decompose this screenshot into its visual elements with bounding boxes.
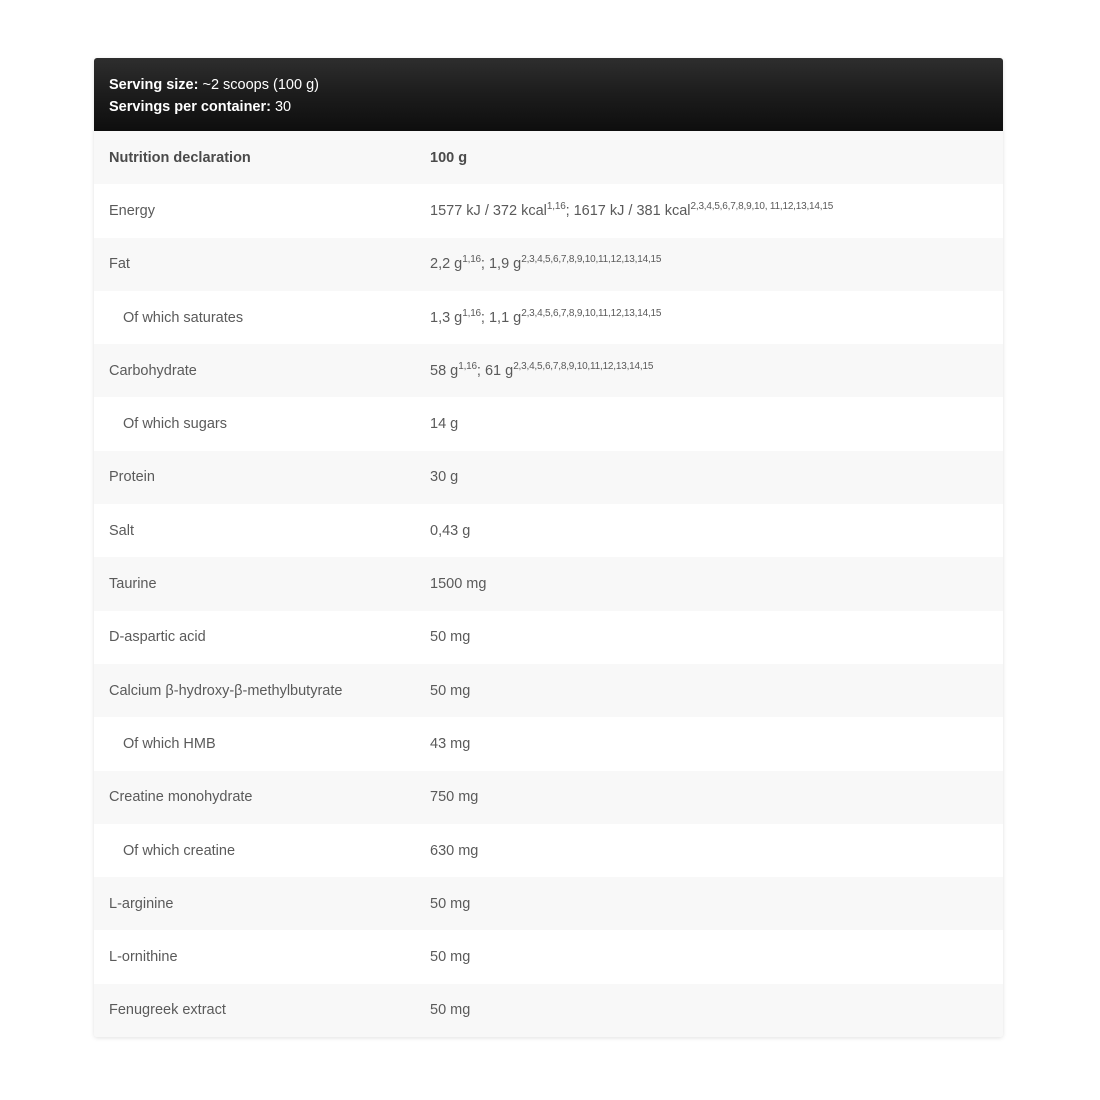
row-label: Creatine monohydrate	[109, 789, 253, 806]
table-row	[94, 877, 1003, 930]
table-row	[94, 184, 1003, 237]
table-row	[94, 557, 1003, 610]
row-label: Taurine	[109, 576, 157, 593]
row-label: Energy	[109, 202, 155, 219]
nutrition-table-card	[94, 58, 1003, 1037]
row-value: 43 mg	[430, 735, 471, 752]
row-value: 58 $g^{1,16}$; 61 $g^{2,3,4,5,6,7,8,9,10,11,12,13,14,15}$	[430, 360, 654, 379]
table-row	[94, 664, 1003, 717]
row-label: Fat	[109, 256, 130, 273]
table-row	[94, 291, 1003, 344]
serving-size-line	[109, 74, 988, 96]
row-value: 50 mg	[430, 895, 471, 912]
table-row	[94, 611, 1003, 664]
row-label: L-arginine	[109, 895, 174, 912]
row-label: Salt	[109, 522, 134, 539]
row-label: Of which creatine	[123, 842, 236, 859]
table-row	[94, 930, 1003, 983]
table-row	[94, 344, 1003, 397]
footnote-ref: 1,16	[462, 254, 481, 266]
table-row	[94, 824, 1003, 877]
servings-per-container-label: Servings per container:	[109, 99, 271, 115]
serving-info-header	[94, 58, 1003, 131]
serving-size-value: ~2 scoops (100 g)	[198, 77, 319, 93]
row-label: Protein	[109, 469, 155, 486]
servings-per-container-value: 30	[270, 99, 292, 115]
footnote-ref: 1,16	[546, 200, 566, 212]
table-row	[94, 238, 1003, 291]
row-label: Of which saturates	[123, 309, 244, 326]
table-row	[94, 504, 1003, 557]
servings-per-container-line	[109, 96, 988, 118]
row-label: Of which sugars	[123, 416, 227, 433]
row-label: Of which HMB	[123, 735, 216, 752]
header-label: Nutrition declaration	[109, 149, 251, 166]
table-row	[94, 451, 1003, 504]
row-value: 30 g	[430, 469, 459, 486]
row-value: 50 mg	[430, 949, 471, 966]
row-value: 630 mg	[430, 842, 479, 859]
header-value: 100 g	[430, 149, 468, 166]
row-label: Fenugreek extract	[109, 1002, 226, 1019]
row-value: 50 mg	[430, 682, 471, 699]
nutrition-rows	[94, 131, 1003, 1037]
footnote-ref: 1,16	[458, 360, 477, 372]
footnote-ref: 1,16	[462, 307, 481, 319]
footnote-ref: 2,3,4,5,6,7,8,9,10,11,12,13,14,15	[521, 307, 662, 319]
footnote-ref: 2,3,4,5,6,7,8,9,10,11,12,13,14,15	[513, 360, 654, 372]
row-value: 50 mg	[430, 629, 471, 646]
footnote-ref: 2,3,4,5,6,7,8,9,10,11,12,13,14,15	[521, 254, 662, 266]
serving-size-label: Serving size:	[109, 77, 199, 93]
footnote-ref: 2,3,4,5,6,7,8,9,10, 11,12,13,14,15	[690, 200, 834, 212]
table-row	[94, 771, 1003, 824]
row-value: 0,43 g	[430, 522, 471, 539]
table-row	[94, 984, 1003, 1037]
row-value: 1577 kJ / 372 kcal$^{1,16}$; 1617 kJ / 381 kcal$^{2,3,4,5,6,7,8,9,10, 11,12,13,14,15}$	[430, 200, 834, 219]
table-row	[94, 397, 1003, 450]
row-label: Carbohydrate	[109, 362, 197, 379]
row-value: 14 g	[430, 416, 459, 433]
row-value: 1500 mg	[430, 576, 487, 593]
row-label: Calcium β-hydroxy-β-methylbutyrate	[109, 682, 343, 699]
row-label: D-aspartic acid	[109, 629, 206, 646]
table-row	[94, 717, 1003, 770]
row-value: 750 mg	[430, 789, 479, 806]
row-label: L-ornithine	[109, 949, 178, 966]
table-header-row	[94, 131, 1003, 184]
row-value: 2,2 $g^{1,16}$; 1,9 $g^{2,3,4,5,6,7,8,9,10,11,12,13,14,15}$	[430, 254, 662, 273]
row-value: 50 mg	[430, 1002, 471, 1019]
row-value: 1,3 $g^{1,16}$; 1,1 $g^{2,3,4,5,6,7,8,9,10,11,12,13,14,15}$	[430, 307, 662, 326]
